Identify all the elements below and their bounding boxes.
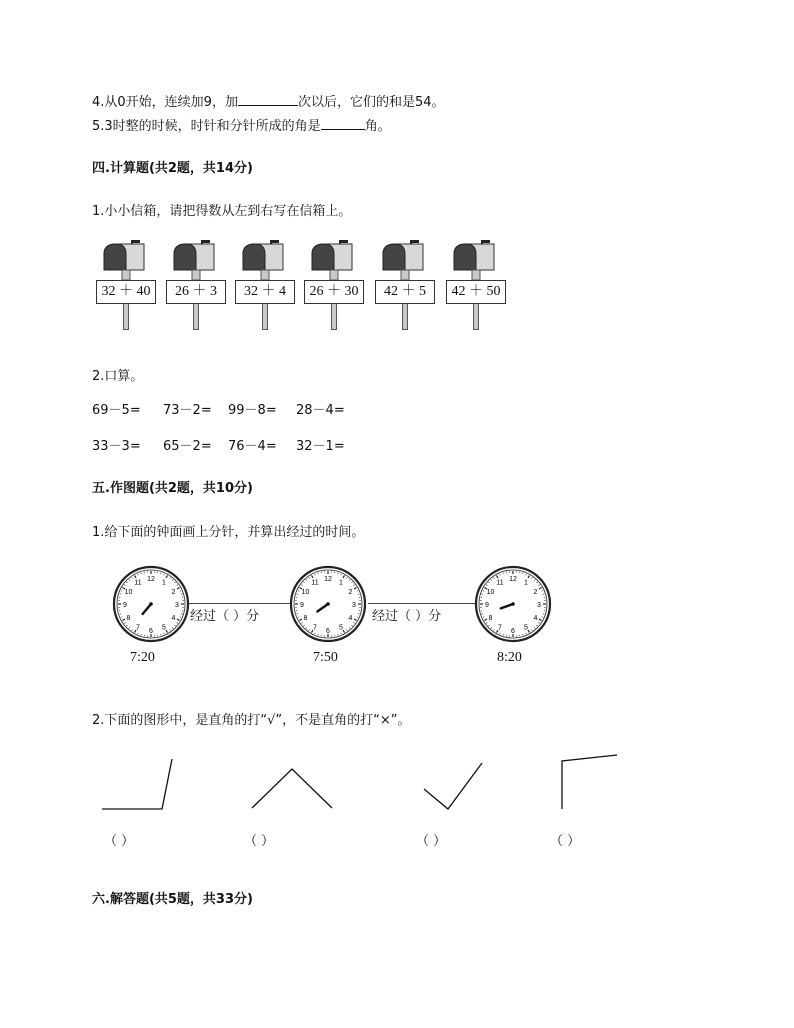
- angle-figure-3: [424, 763, 482, 809]
- answer-paren[interactable]: （ ）: [416, 834, 447, 849]
- svg-text:1: 1: [524, 579, 528, 587]
- svg-text:5: 5: [339, 624, 343, 632]
- svg-text:9: 9: [485, 602, 489, 609]
- answer-paren[interactable]: （ ）: [550, 834, 581, 849]
- mailbox-board[interactable]: 26 ＋ 3: [166, 280, 226, 304]
- svg-text:3: 3: [537, 602, 541, 609]
- svg-text:2: 2: [533, 589, 538, 596]
- clock-face[interactable]: [111, 564, 191, 644]
- oral-calc-item: 65－2=: [163, 439, 212, 454]
- svg-text:10: 10: [301, 589, 310, 596]
- svg-text:10: 10: [486, 589, 495, 596]
- svg-text:8: 8: [303, 615, 308, 622]
- question-4-text-end: 次以后，它们的和是54。: [297, 95, 445, 110]
- mailbox-icon: [304, 240, 364, 282]
- clock-face[interactable]: [288, 564, 368, 644]
- elapsed-label-1: 经过（ ）分: [190, 609, 260, 624]
- oral-calc-item: 33－3=: [92, 439, 141, 454]
- svg-text:4: 4: [533, 615, 538, 622]
- question-4-text: 4.从0开始，连续加9，加: [92, 95, 238, 110]
- section-5-question-1: 1.给下面的钟面画上分针，并算出经过的时间。: [92, 525, 365, 540]
- svg-text:11: 11: [134, 579, 142, 587]
- connector-line: [188, 603, 292, 604]
- svg-text:10: 10: [124, 589, 133, 596]
- svg-text:9: 9: [300, 602, 304, 609]
- svg-text:5: 5: [162, 624, 166, 632]
- svg-text:12: 12: [509, 576, 517, 583]
- svg-text:12: 12: [147, 576, 155, 583]
- svg-text:2: 2: [348, 589, 353, 596]
- svg-text:9: 9: [123, 602, 127, 609]
- svg-text:3: 3: [175, 602, 179, 609]
- mailbox: [375, 240, 435, 332]
- section-4-question-2: 2.口算。: [92, 369, 144, 384]
- clock-face[interactable]: [473, 564, 553, 644]
- svg-text:4: 4: [348, 615, 353, 622]
- mailbox-icon: [446, 240, 506, 282]
- svg-text:4: 4: [171, 615, 176, 622]
- svg-text:8: 8: [126, 615, 131, 622]
- oral-calc-item: 76－4=: [228, 439, 277, 454]
- mailbox-board[interactable]: 42 ＋ 50: [446, 280, 506, 304]
- angle-figure-4: [562, 755, 617, 809]
- angle-figures: [90, 745, 630, 820]
- svg-text:6: 6: [326, 628, 330, 635]
- answer-blank[interactable]: [321, 117, 365, 130]
- oral-calc-item: 69－5=: [92, 403, 141, 418]
- mailbox: [304, 240, 364, 332]
- svg-text:6: 6: [511, 628, 515, 635]
- mailbox: [166, 240, 226, 332]
- svg-text:1: 1: [162, 579, 166, 587]
- mailbox-icon: [235, 240, 295, 282]
- mailbox: [235, 240, 295, 332]
- question-5: [92, 117, 391, 136]
- svg-text:7: 7: [136, 624, 140, 632]
- oral-calc-item: 99－8=: [228, 403, 277, 418]
- mailbox: [446, 240, 506, 332]
- mailbox: [96, 240, 156, 332]
- svg-text:3: 3: [352, 602, 356, 609]
- oral-calc-item: 28－4=: [296, 403, 345, 418]
- clock-time-label: 7:20: [130, 650, 155, 665]
- section-4-title: 四.计算题(共2题，共14分): [92, 161, 253, 176]
- answer-paren[interactable]: （ ）: [104, 834, 135, 849]
- svg-text:11: 11: [311, 579, 319, 587]
- section-5-question-2: 2.下面的图形中，是直角的打“√”，不是直角的打“×”。: [92, 713, 411, 728]
- svg-text:7: 7: [498, 624, 502, 632]
- elapsed-label-2: 经过（ ）分: [372, 609, 442, 624]
- svg-text:2: 2: [171, 589, 176, 596]
- oral-calc-item: 73－2=: [163, 403, 212, 418]
- clock-time-label: 7:50: [313, 650, 338, 665]
- mailbox-icon: [375, 240, 435, 282]
- svg-text:1: 1: [339, 579, 343, 587]
- question-5-text-end: 角。: [364, 119, 391, 134]
- mailbox-icon: [96, 240, 156, 282]
- mailbox-board[interactable]: 32 ＋ 4: [235, 280, 295, 304]
- mailbox-icon: [166, 240, 226, 282]
- answer-paren[interactable]: （ ）: [244, 834, 275, 849]
- mailbox-board[interactable]: 32 ＋ 40: [96, 280, 156, 304]
- mailbox-board[interactable]: 42 ＋ 5: [375, 280, 435, 304]
- question-4: [92, 93, 445, 112]
- answer-blank[interactable]: [238, 93, 298, 106]
- angle-figure-1: [102, 759, 172, 809]
- mailbox-board[interactable]: 26 ＋ 30: [304, 280, 364, 304]
- section-5-title: 五.作图题(共2题，共10分): [92, 481, 253, 496]
- svg-text:7: 7: [313, 624, 317, 632]
- svg-text:11: 11: [496, 579, 504, 587]
- svg-text:8: 8: [488, 615, 493, 622]
- oral-calc-item: 32－1=: [296, 439, 345, 454]
- section-4-question-1: 1.小小信箱，请把得数从左到右写在信箱上。: [92, 204, 352, 219]
- svg-text:5: 5: [524, 624, 528, 632]
- section-6-title: 六.解答题(共5题，共33分): [92, 892, 253, 907]
- svg-text:12: 12: [324, 576, 332, 583]
- svg-text:6: 6: [149, 628, 153, 635]
- angle-figure-2: [252, 769, 332, 808]
- connector-line: [368, 603, 476, 604]
- question-5-text: 5.3时整的时候，时针和分针所成的角是: [92, 119, 321, 134]
- clock-time-label: 8:20: [497, 650, 522, 665]
